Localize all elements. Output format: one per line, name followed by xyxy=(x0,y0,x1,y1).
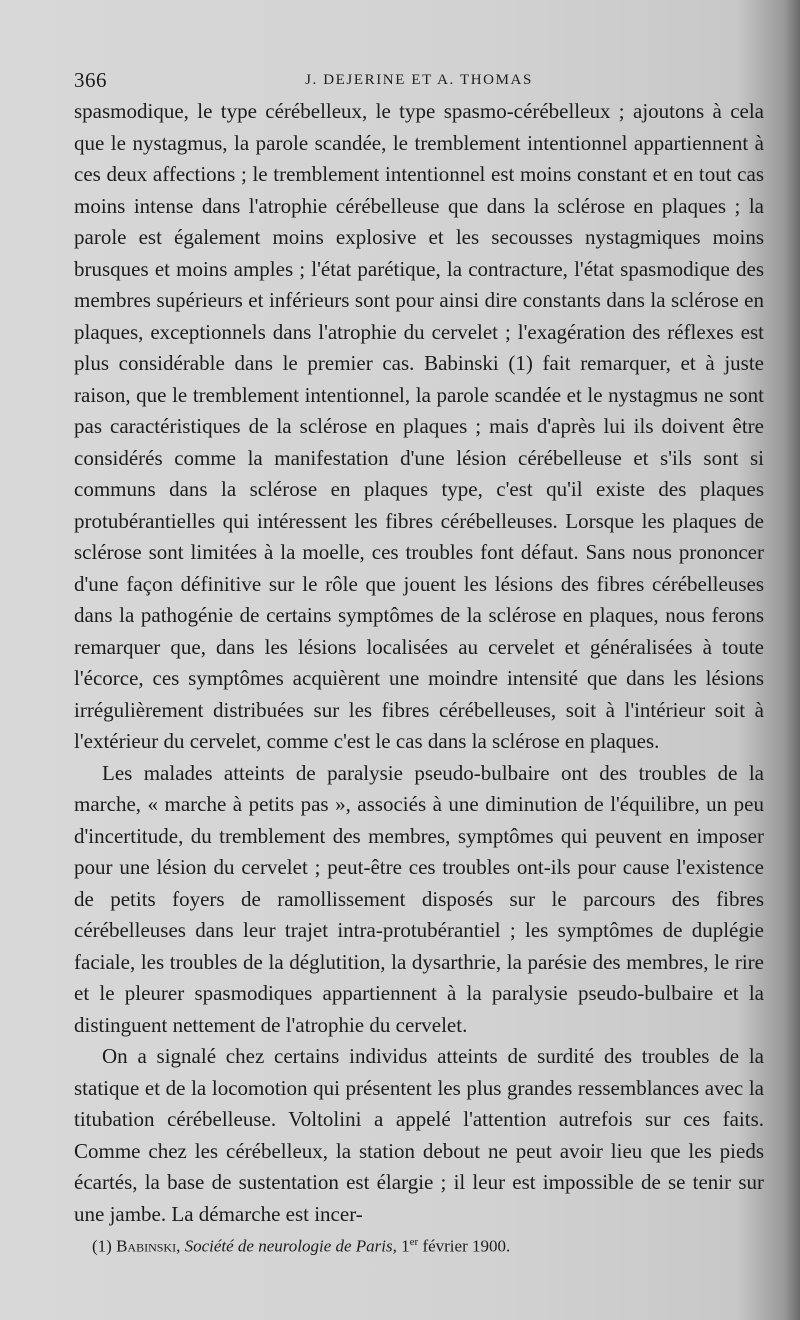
footnote xyxy=(92,1236,752,1257)
paragraph: spasmodique, le type cérébelleux, le type spasmo-cérébelleux ; ajoutons à cela que le nystagmus, la parole scandée, le tremblement intentionnel appartiennent à ces deux affections ; le tremblement intentionnel est moins constant et en tout cas moins intense dans l'atrophie cérébelleuse que dans la sclérose en plaques ; la parole est également moins explosive et les secousses nystagmiques moins brusques et moins amples ; l'état parétique, la contracture, l'état spasmodique des membres supérieurs et inférieurs sont pour ainsi dire constants dans la sclérose en plaques, exceptionnels dans l'atrophie du cervelet ; l'exagération des réflexes est plus considérable dans le premier cas. Babinski (1) fait remarquer, et à juste raison, que le tremblement intentionnel, la parole scandée et le nystagmus ne sont pas caractéristiques de la sclérose en plaques ; mais d'après lui ils doivent être considérés comme la manifestation d'une lésion cérébelleuse et s'ils sont si communs dans la sclérose en plaques type, c'est qu'il existe des plaques protubérantielles qui intéressent les fibres cérébelleuses. Lorsque les plaques de sclérose sont limitées à la moelle, ces troubles font défaut. Sans nous prononcer d'une façon définitive sur le rôle que jouent les lésions des fibres cérébelleuses dans la pathogénie de certains symptômes de la sclérose en plaques, nous ferons remarquer que, dans les lésions localisées au cervelet et généralisées à toute l'écorce, ces symptômes acquièrent une moindre intensité que dans les lésions irrégulièrement distribuées sur les fibres cérébelleuses, soit à l'intérieur soit à l'extérieur du cervelet, comme c'est le cas dans la sclérose en plaques. xyxy=(74,99,764,753)
footnote-date: février 1900. xyxy=(422,1236,511,1256)
page-number: 366 xyxy=(74,68,107,92)
body-text xyxy=(74,96,764,1230)
footnote-day-suffix: er xyxy=(409,1236,419,1248)
footnote-author: Babinski, xyxy=(116,1236,181,1256)
paragraph: Les malades atteints de paralysie pseudo-bulbaire ont des troubles de la marche, « marche à petits pas », associés à une diminution de l'équilibre, un peu d'incertitude, du tremblement des membres, symptômes qui peuvent en imposer pour une lésion du cervelet ; peut-être ces troubles ont-ils pour cause l'existence de petits foyers de ramollissement disposés sur le parcours des fibres cérébelleuses dans leur trajet intra-protubérantiel ; les symptômes de duplégie faciale, les troubles de la déglutition, la dysarthrie, la parésie des membres, le rire et le pleurer spasmodiques appartiennent à la paralysie pseudo-bulbaire et la distinguent nettement de l'atrophie du cervelet. xyxy=(74,760,764,1037)
paragraph: On a signalé chez certains individus atteints de surdité des troubles de la statique et de la locomotion qui présentent les plus grandes ressemblances avec la titubation cérébelleuse. Voltolini a appelé l'attention autrefois sur ces faits. Comme chez les cérébelleux, la station debout ne peut avoir lieu que les pieds écartés, la base de sustentation est élargie ; il leur est impossible de se tenir sur une jambe. La démarche est incer- xyxy=(74,1044,764,1226)
footnote-marker: (1) xyxy=(92,1236,112,1256)
footnote-day: 1 xyxy=(401,1236,410,1256)
page-header xyxy=(74,68,764,98)
running-head: J. DEJERINE ET A. THOMAS xyxy=(305,72,533,88)
footnote-journal: Société de neurologie de Paris, xyxy=(184,1236,397,1256)
